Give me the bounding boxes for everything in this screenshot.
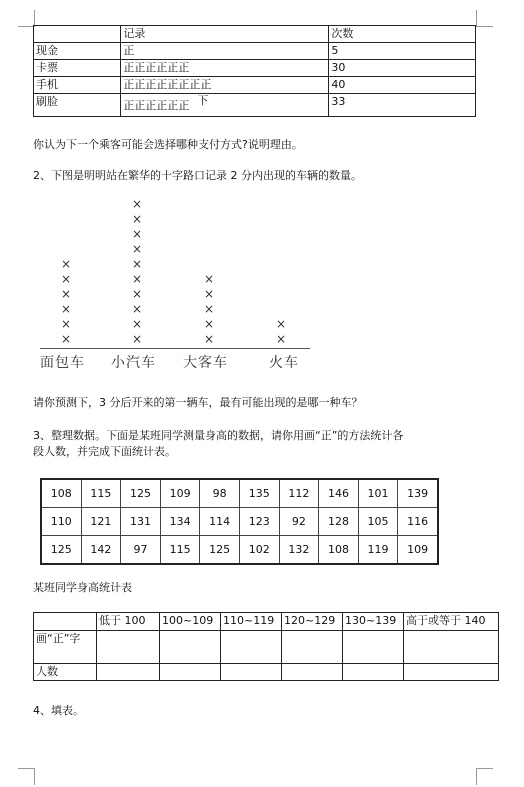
table-row [34, 43, 476, 60]
tally-x-mark: × [276, 332, 287, 346]
pictograph-column [204, 272, 214, 347]
height-value: 112 [279, 479, 319, 508]
pictograph-baseline [40, 348, 310, 349]
tally-x-mark: × [132, 302, 143, 316]
payment-record-table [33, 25, 476, 117]
tally-x-mark: × [132, 272, 143, 286]
height-value: 139 [398, 479, 438, 508]
vehicle-pictograph [40, 198, 315, 378]
table-cell: 画“正”字 [34, 631, 97, 664]
tally-x-mark: × [132, 197, 143, 211]
heights-data-table [40, 478, 439, 565]
height-statistics-table [33, 612, 499, 681]
tally-x-mark: × [132, 227, 143, 241]
height-value: 135 [239, 479, 279, 508]
table-cell [221, 631, 282, 664]
height-value: 121 [81, 508, 121, 536]
pictograph-column [61, 257, 71, 347]
height-value: 110 [41, 508, 81, 536]
height-value: 115 [160, 536, 200, 565]
pictograph-column [132, 197, 142, 347]
table-cell: 40 [329, 77, 476, 94]
table-cell [404, 664, 499, 681]
table-cell [160, 631, 221, 664]
tally-x-mark: × [61, 272, 72, 286]
table-row [41, 536, 438, 565]
pictograph-column [276, 317, 286, 347]
tally-x-mark: × [61, 317, 72, 331]
tally-x-mark: × [204, 332, 215, 346]
question-2-text: 2、下图是明明站在繁华的十字路口记录 2 分内出现的车辆的数量。 [33, 169, 362, 182]
height-value: 108 [319, 536, 359, 565]
height-value: 97 [121, 536, 161, 565]
crop-mark-top-right [476, 10, 493, 27]
height-value: 119 [358, 536, 398, 565]
tally-x-mark: × [204, 272, 215, 286]
height-value: 109 [398, 536, 438, 565]
table-cell: 正正正正正正 [121, 60, 329, 77]
table-cell: 130~139 [343, 613, 404, 631]
table-cell: 30 [329, 60, 476, 77]
table-row [34, 664, 499, 681]
height-value: 114 [200, 508, 240, 536]
table-cell: 5 [329, 43, 476, 60]
table-cell: 手机 [34, 77, 121, 94]
height-value: 101 [358, 479, 398, 508]
table-cell: 110~119 [221, 613, 282, 631]
table-cell: 卡票 [34, 60, 121, 77]
table-row [34, 631, 499, 664]
height-value: 142 [81, 536, 121, 565]
height-value: 102 [239, 536, 279, 565]
table-row [34, 77, 476, 94]
table-cell: 正 [121, 43, 329, 60]
table-cell [34, 26, 121, 43]
vehicle-label: 大客车 [183, 355, 228, 371]
table-cell [282, 631, 343, 664]
table-row [34, 94, 476, 117]
table-cell [34, 94, 121, 117]
tally-x-mark: × [204, 302, 215, 316]
table-3-title: 某班同学身高统计表 [33, 581, 132, 594]
tally-x-mark: × [61, 302, 72, 316]
question-1-text: 你认为下一个乘客可能会选择哪种支付方式?说明理由。 [33, 138, 303, 151]
tally-x-mark: × [61, 257, 72, 271]
table-cell [97, 631, 160, 664]
table-cell [221, 664, 282, 681]
table-cell [160, 664, 221, 681]
question-3-line-1: 3、整理数据。下面是某班同学测量身高的数据，请你用画“正”的方法统计各 [33, 429, 404, 442]
height-value: 125 [200, 536, 240, 565]
table-cell [97, 664, 160, 681]
vehicle-label: 小汽车 [111, 355, 156, 371]
height-value: 125 [41, 536, 81, 565]
table-row [34, 26, 476, 43]
tally-x-mark: × [132, 212, 143, 226]
table-cell: 低于 100 [97, 613, 160, 631]
height-value: 115 [81, 479, 121, 508]
table-cell: 100~109 [160, 613, 221, 631]
table-cell-text: 33 [331, 95, 346, 108]
table-cell-text: 刷脸 [36, 95, 58, 108]
table-cell [404, 631, 499, 664]
table-row [34, 613, 499, 631]
height-value: 131 [121, 508, 161, 536]
question-2-followup: 请你预测下，3 分后开来的第一辆车，最有可能出现的是哪一种车？ [33, 396, 363, 409]
height-value: 123 [239, 508, 279, 536]
table-cell: 120~129 [282, 613, 343, 631]
table-cell: 正正正正正正正正 [121, 77, 329, 94]
tally-x-mark: × [204, 287, 215, 301]
height-value: 128 [319, 508, 359, 536]
table-cell [282, 664, 343, 681]
height-value: 146 [319, 479, 359, 508]
tally-x-mark: × [61, 332, 72, 346]
table-cell [121, 94, 329, 117]
table-cell [34, 613, 97, 631]
table-cell: 人数 [34, 664, 97, 681]
question-3-line-2: 段人数，并完成下面统计表。 [33, 445, 176, 458]
height-value: 105 [358, 508, 398, 536]
height-value: 132 [279, 536, 319, 565]
question-4-text: 4、填表。 [33, 704, 84, 717]
tally-x-mark: × [132, 287, 143, 301]
table-cell-text: 正正正正正正 [123, 99, 190, 112]
tally-x-mark: × [204, 317, 215, 331]
height-value: 109 [160, 479, 200, 508]
table-row [41, 508, 438, 536]
tally-x-mark: × [132, 242, 143, 256]
height-value: 98 [200, 479, 240, 508]
vehicle-label: 火车 [269, 355, 299, 371]
table-row [34, 60, 476, 77]
height-value: 134 [160, 508, 200, 536]
table-cell [343, 631, 404, 664]
table-cell: 高于或等于 140 [404, 613, 499, 631]
tally-x-mark: × [132, 332, 143, 346]
extra-mark: 下 [197, 94, 209, 107]
table-cell [343, 664, 404, 681]
table-cell: 记录 [121, 26, 329, 43]
tally-x-mark: × [132, 317, 143, 331]
tally-x-mark: × [61, 287, 72, 301]
height-value: 92 [279, 508, 319, 536]
table-cell: 现金 [34, 43, 121, 60]
crop-mark-bottom-left [18, 768, 35, 785]
crop-mark-bottom-right [476, 768, 493, 785]
table-cell: 次数 [329, 26, 476, 43]
tally-x-mark: × [132, 257, 143, 271]
vehicle-label: 面包车 [40, 355, 85, 371]
table-row [41, 479, 438, 508]
height-value: 116 [398, 508, 438, 536]
height-value: 125 [121, 479, 161, 508]
height-value: 108 [41, 479, 81, 508]
tally-x-mark: × [276, 317, 287, 331]
table-cell [329, 94, 476, 117]
